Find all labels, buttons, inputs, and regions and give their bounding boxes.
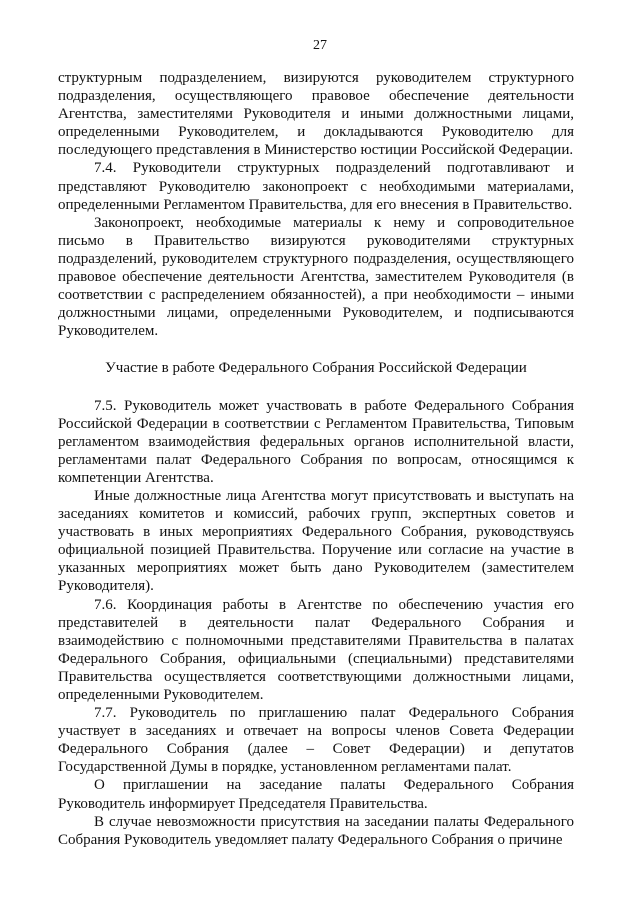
section-heading: Участие в работе Федерального Собрания Российской Федерации (105, 360, 527, 377)
page-number: 27 (313, 38, 327, 53)
paragraph-7-7: 7.7. Руководитель по приглашению палат Федерального Собрания участвует в заседаниях и отвечает на вопросы членов Совета Федерации Федерального Собрания (далее – Совет Федерации) и депутатов Государственной Думы в порядке, установленном регламентами палат. (58, 705, 574, 776)
document-body (58, 69, 574, 849)
paragraph-7-4: 7.4. Руководители структурных подразделений подготавливают и представляют Руководителю законопроект с необходимыми материалами, определенными Регламентом Правительства, для его внесения в Правительство. (58, 160, 574, 213)
paragraph-bill-approval: Законопроект, необходимые материалы к нему и сопроводительное письмо в Правительство визируются руководителями структурных подразделений, руководителем структурного подразделения, осуществляющего правовое обеспечение деятельности Агентства, заместителем Руководителя (в соответствии с распределением обязанностей), а при необходимости – иными должностными лицами, определенными Руководителем, и подписываются Руководителем. (58, 214, 574, 340)
paragraph-absence: В случае невозможности присутствия на заседании палаты Федерального Собрания Руководитель уведомляет палату Федерального Собрания о причине (58, 813, 574, 848)
paragraph-7-5: 7.5. Руководитель может участвовать в работе Федерального Собрания Российской Федерации в соответствии с Регламентом Правительства, Типовым регламентом взаимодействия федеральных органов исполнительной власти, регламентами палат Федерального Собрания по вопросам, относящимся к компетенции Агентства. (58, 397, 574, 486)
paragraph-7-6: 7.6. Координация работы в Агентстве по обеспечению участия его представителей в деятельности палат Федерального Собрания и взаимодействию с полномочными представителями Правительства в палатах Федерального Собрания, официальными (специальными) представителями Правительства осуществляется соответствующими должностными лицами, определенными Руководителем. (58, 596, 574, 703)
paragraph-invitation: О приглашении на заседание палаты Федерального Собрания Руководитель информирует Председателя Правительства. (58, 777, 574, 812)
paragraph-other-officials: Иные должностные лица Агентства могут присутствовать и выступать на заседаниях комитетов и комиссий, рабочих групп, экспертных советов и участвовать в иных мероприятиях Федерального Собрания, руководствуясь официальной позицией Правительства. Поручение или согласие на участие в указанных мероприятиях может быть дано Руководителем (заместителем Руководителя). (58, 487, 574, 595)
paragraph-continuation: структурным подразделением, визируются руководителем структурного подразделения, осуществляющего правовое обеспечение деятельности Агентства, заместителями Руководителя и иными должностными лицами, определенными Руководителем, и докладываются Руководителю для последующего представления в Министерство юстиции Российской Федерации. (58, 70, 574, 159)
